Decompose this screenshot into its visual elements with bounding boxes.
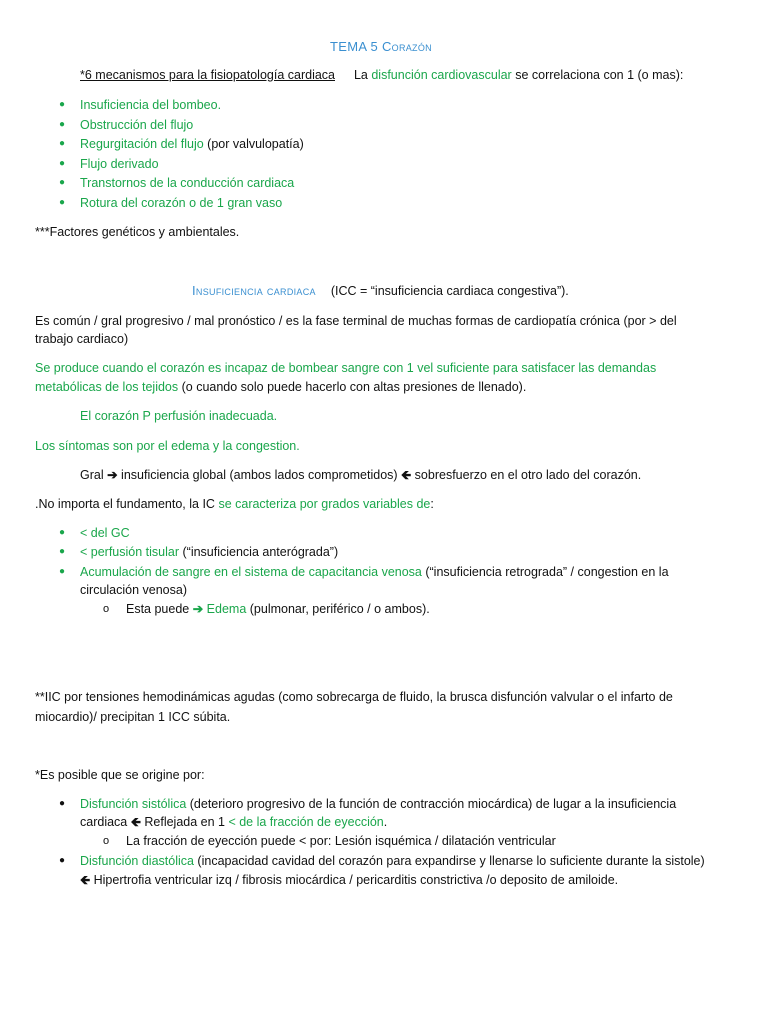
- bullet-icon: ●: [59, 798, 66, 809]
- title-part1: TEMA 5 C: [330, 39, 392, 54]
- bullet-icon: ●: [59, 566, 66, 577]
- paragraph-6-green: se caracteriza por grados variables de: [218, 497, 431, 511]
- paragraph-1-line1: Es común / gral progresivo / mal pronóstico / es la fase terminal de muchas formas de cardiopatía crónica (por > del: [35, 314, 677, 328]
- paragraph-2-line1: Se produce cuando el corazón es incapaz de bombear sangre con 1 vel suficiente para satisfacer las demandas: [35, 361, 657, 375]
- iic-line1: **IIC por tensiones hemodinámicas agudas (como sobrecarga de fluido, la brusca disfunción valvular o el infarto de: [35, 690, 673, 704]
- paragraph-5-c: sobresfuerzo en el otro lado del corazón.: [411, 468, 642, 482]
- list-item-green: < perfusión tisular: [80, 545, 180, 559]
- list-item-rest: (“insuficiencia anterógrada”): [179, 545, 339, 559]
- paragraph-5-a: Gral: [80, 468, 108, 482]
- list-item: [80, 853, 705, 869]
- list-item-rest: (“insuficiencia retrograda” / congestion en la: [421, 565, 669, 579]
- bullet-icon: ●: [59, 177, 66, 188]
- paragraph-4: Los síntomas son por el edema y la congestion.: [35, 439, 300, 453]
- page-title: [330, 39, 432, 55]
- paragraph-3: El corazón P perfusión inadecuada.: [80, 409, 278, 423]
- paragraph-6-a: .No importa el fundamento, la IC: [35, 497, 219, 511]
- sys-line2-green: < de la fracción de eyección: [228, 815, 384, 829]
- list-item-green: Acumulación de sangre en el sistema de capacitancia venosa: [80, 565, 422, 579]
- section-heading: [192, 283, 569, 299]
- arrow-right-icon: ➔: [107, 468, 118, 482]
- sub-item-green: Edema: [203, 602, 247, 616]
- list-item-green: Transtornos de la conducción cardiaca: [80, 176, 295, 190]
- factores-note: ***Factores genéticos y ambientales.: [35, 225, 240, 239]
- intro-rest: se correlaciona con 1 (o mas):: [515, 68, 684, 82]
- mechanisms-heading: *6 mecanismos para la fisiopatología cardiaca: [80, 68, 335, 82]
- bullet-icon: ●: [59, 546, 66, 557]
- list-item-green: Insuficiencia del bombeo.: [80, 98, 222, 112]
- circle-bullet-icon: o: [103, 603, 110, 615]
- sys-line2-a: cardiaca: [80, 815, 131, 829]
- list-item-green: < del GC: [80, 526, 130, 540]
- list-item-rest: (deterioro progresivo de la función de contracción miocárdica) de lugar a la insuficiencia: [186, 797, 677, 811]
- paragraph-2-green: metabólicas de los tejidos: [35, 380, 179, 394]
- paragraph-2-line2: [35, 379, 526, 395]
- bullet-icon: ●: [59, 158, 66, 169]
- origin-lead: *Es posible que se origine por:: [35, 768, 205, 782]
- list-item: [80, 564, 669, 580]
- list-item-green: Rotura del corazón o de 1 gran vaso: [80, 196, 283, 210]
- arrow-left-icon: 🡸: [80, 873, 91, 887]
- dia-line2: Hipertrofia ventricular izq / fibrosis miocárdica / pericarditis constrictiva /o deposito de amiloide.: [90, 873, 619, 887]
- list-item-green: Flujo derivado: [80, 157, 159, 171]
- paragraph-1-line2: trabajo cardiaco): [35, 332, 129, 346]
- paragraph-6: [35, 496, 434, 512]
- circle-bullet-icon: o: [103, 835, 110, 847]
- sub-list-item: La fracción de eyección puede < por: Lesión isquémica / dilatación ventricular: [126, 834, 556, 848]
- sub-list-item: [126, 601, 430, 617]
- list-item-rest: (incapacidad cavidad del corazón para expandirse y llenarse lo suficiente durante la sistole): [193, 854, 705, 868]
- list-item-continuation: [80, 872, 618, 888]
- list-item: [80, 97, 221, 113]
- bullet-icon: ●: [59, 197, 66, 208]
- list-item-green: Disfunción sistólica: [80, 797, 187, 811]
- list-item-green: Obstrucción del flujo: [80, 118, 194, 132]
- list-item: [80, 525, 130, 541]
- bullet-icon: ●: [59, 99, 66, 110]
- list-item: [80, 175, 294, 191]
- list-item-green: Regurgitación del flujo: [80, 137, 204, 151]
- list-item-rest: (por valvulopatía): [203, 137, 304, 151]
- list-item-continuation: [80, 814, 387, 830]
- paragraph-2-rest: (o cuando solo puede hacerlo con altas presiones de llenado).: [178, 380, 527, 394]
- list-item-continuation: circulación venosa): [80, 583, 187, 597]
- bullet-icon: ●: [59, 138, 66, 149]
- list-item: [80, 156, 159, 172]
- intro-green: disfunción cardiovascular: [371, 68, 512, 82]
- list-item: [80, 544, 338, 560]
- sub-item-a: Esta puede: [126, 602, 193, 616]
- list-item: [80, 195, 282, 211]
- list-item: [80, 117, 193, 133]
- paragraph-5: [80, 467, 641, 483]
- intro-la: La: [353, 68, 368, 82]
- section-heading-note: (ICC = “insuficiencia cardiaca congestiva”).: [330, 284, 569, 298]
- title-part2: orazón: [391, 39, 432, 54]
- list-item-green: Disfunción diastólica: [80, 854, 194, 868]
- iic-line2: miocardio)/ precipitan 1 ICC súbita.: [35, 710, 231, 724]
- bullet-icon: ●: [59, 855, 66, 866]
- sys-line2-b: Reflejada en 1: [140, 815, 229, 829]
- paragraph-5-b: insuficiencia global (ambos lados comprometidos): [117, 468, 402, 482]
- arrow-right-icon: ➔: [192, 602, 204, 616]
- arrow-left-icon: 🡸: [130, 815, 141, 829]
- sys-line2-c: .: [383, 815, 388, 829]
- paragraph-6-c: :: [430, 497, 434, 511]
- sub-item-rest: (pulmonar, periférico / o ambos).: [246, 602, 430, 616]
- intro-line: [80, 67, 683, 83]
- list-item: [80, 796, 676, 812]
- arrow-left-icon: 🡸: [401, 468, 412, 482]
- section-heading-title: Insuficiencia cardiaca: [192, 283, 316, 298]
- bullet-icon: ●: [59, 119, 66, 130]
- list-item: [80, 136, 304, 152]
- bullet-icon: ●: [59, 527, 66, 538]
